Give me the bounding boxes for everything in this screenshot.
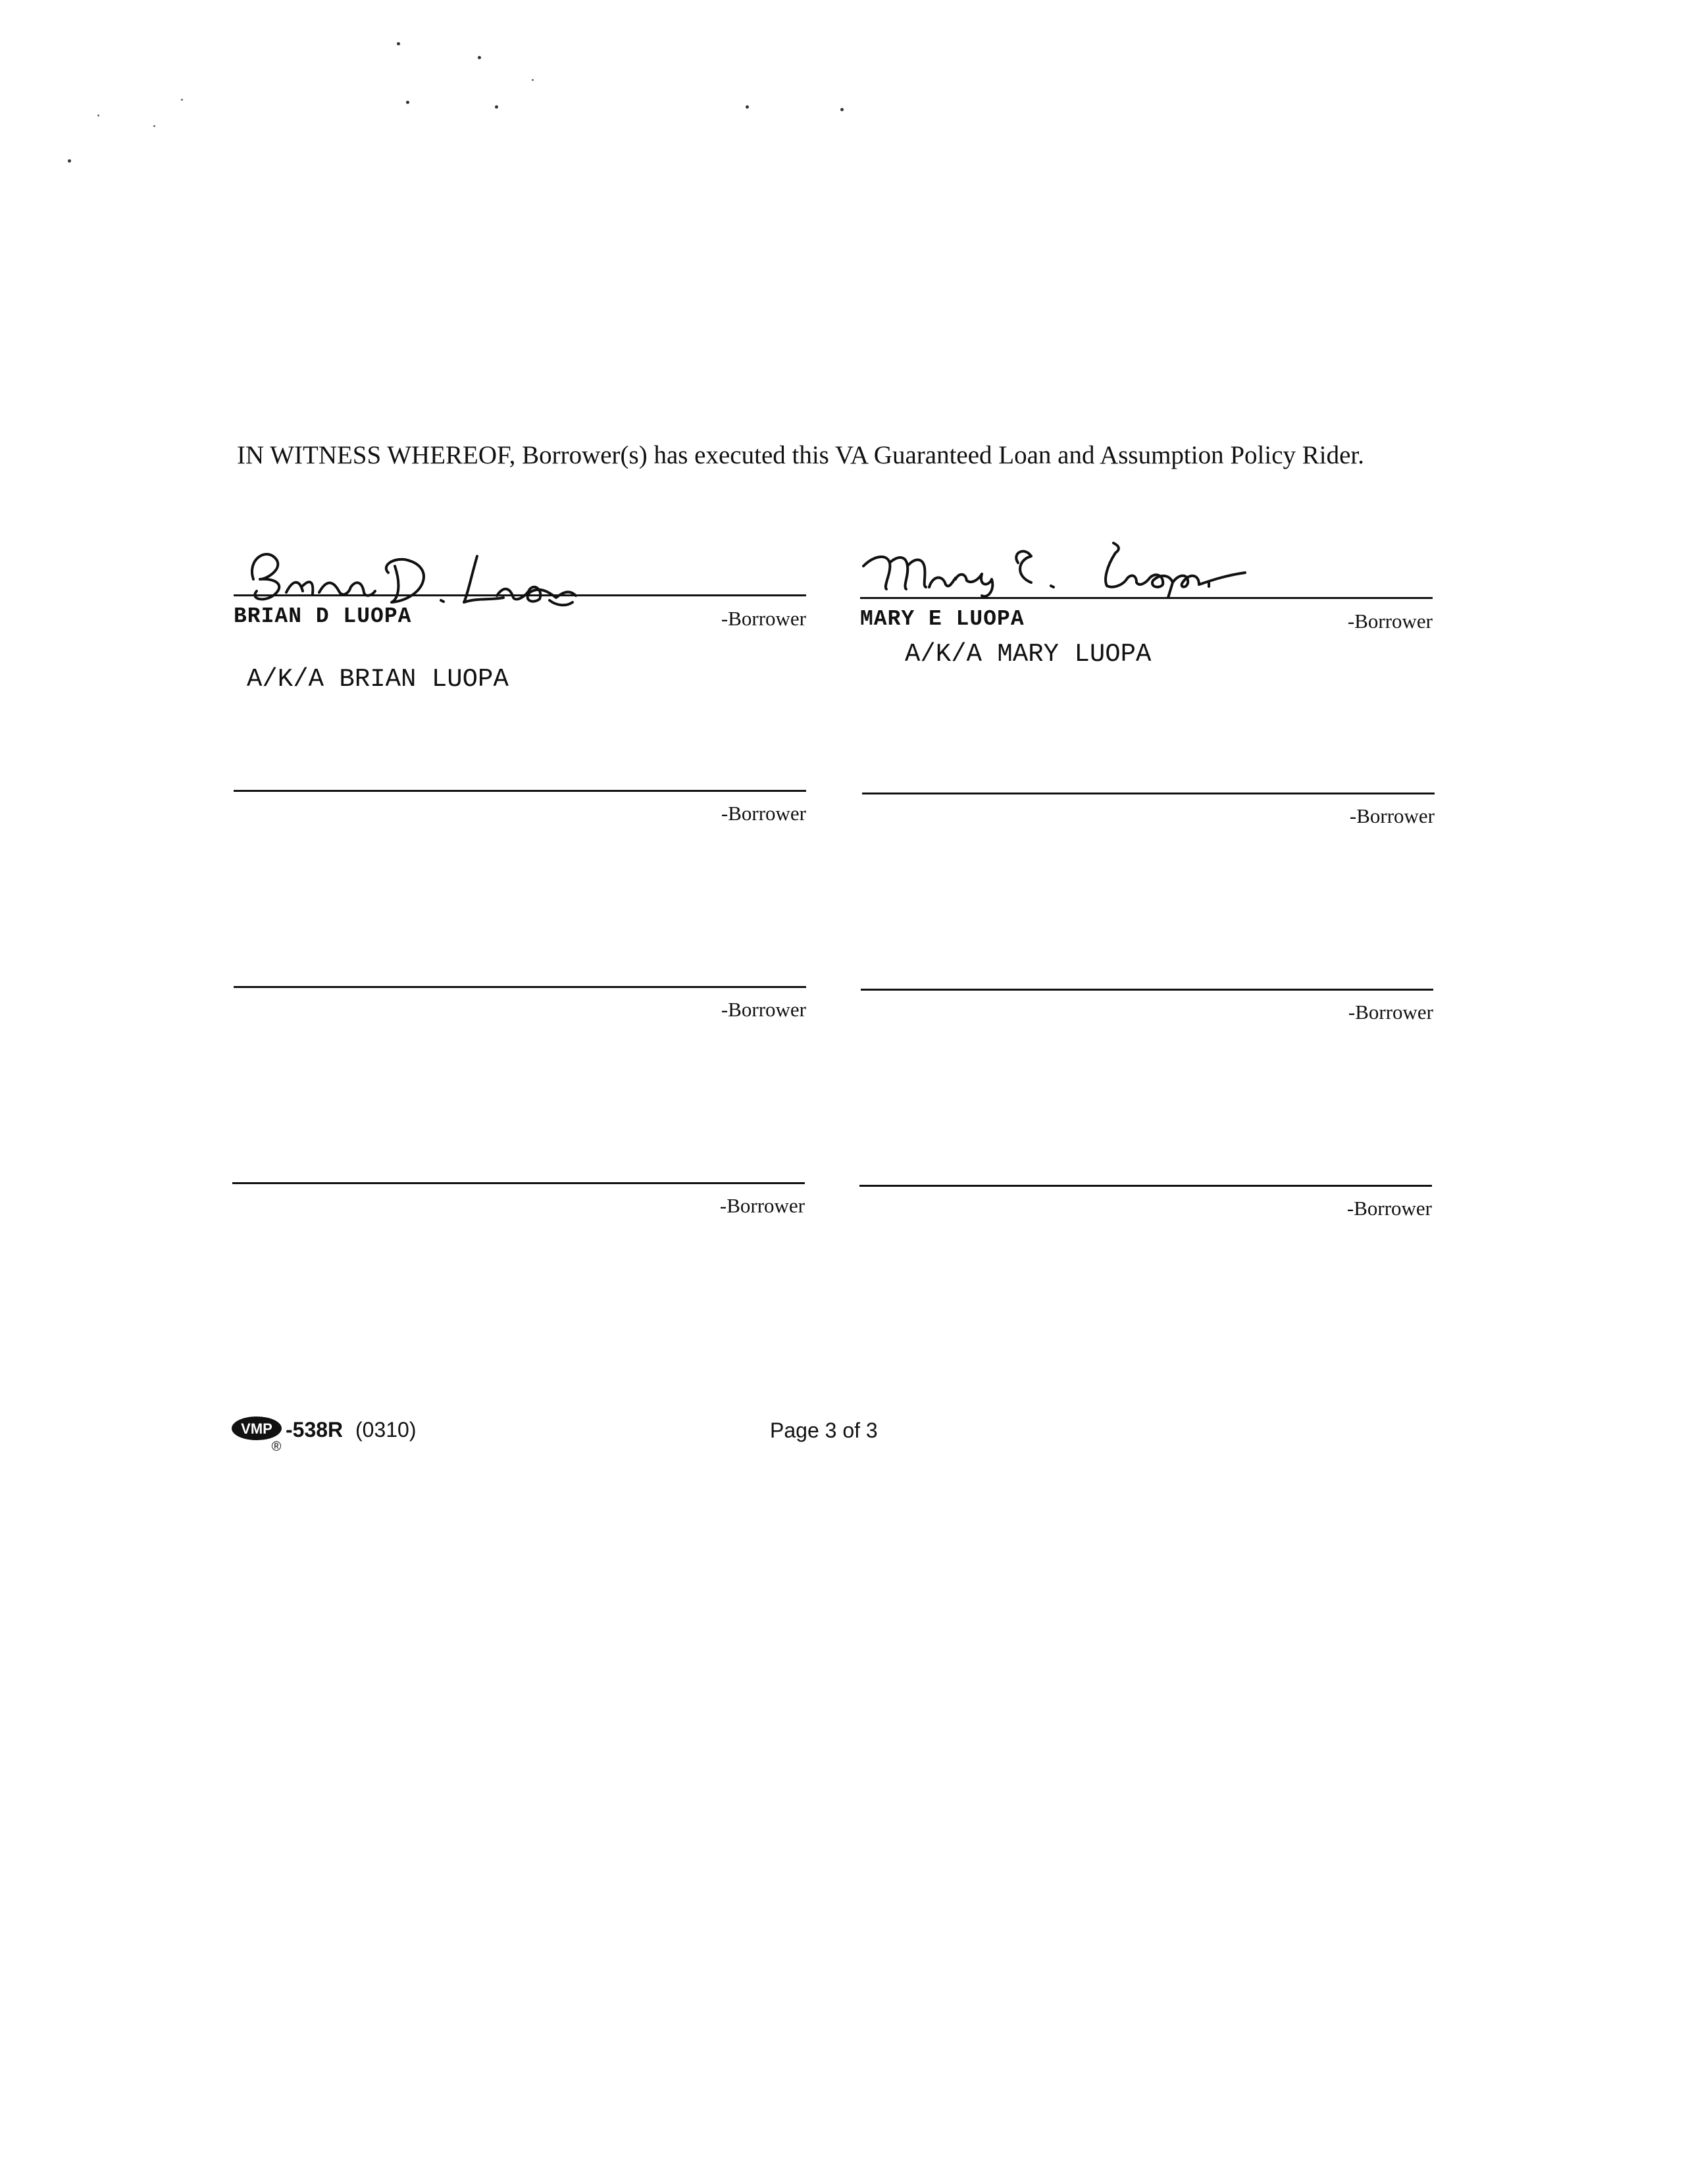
signature-block-brian (234, 527, 806, 698)
scan-speck (97, 115, 99, 117)
signer-name-brian: BRIAN D LUOPA (234, 604, 412, 629)
borrower-label: -Borrower (1346, 1197, 1432, 1220)
signature-block-empty (232, 1176, 805, 1228)
registered-mark: ® (271, 1440, 282, 1453)
scan-speck (397, 42, 400, 45)
borrower-label: -Borrower (721, 998, 806, 1021)
scan-speck (181, 99, 183, 101)
signature-block-empty (859, 1178, 1432, 1231)
vmp-logo-text: VMP (241, 1420, 272, 1437)
borrower-label: -Borrower (721, 607, 806, 630)
signature-line (234, 790, 806, 792)
signature-block-mary (860, 527, 1433, 698)
signer-name-mary: MARY E LUOPA (860, 607, 1025, 631)
scan-speck (406, 101, 409, 104)
signature-block-empty (861, 982, 1433, 1035)
signature-line (860, 597, 1433, 599)
borrower-label: -Borrower (1349, 804, 1435, 827)
borrower-label: -Borrower (719, 1194, 805, 1217)
signature-line (859, 1185, 1432, 1187)
scan-speck (478, 56, 481, 59)
signature-block-empty (234, 979, 806, 1032)
scan-speck (840, 108, 844, 111)
borrower-label: -Borrower (721, 802, 806, 825)
scan-speck (495, 105, 498, 109)
signature-block-empty (234, 783, 806, 836)
aka-brian: A/K/A BRIAN LUOPA (247, 665, 509, 694)
signature-line (862, 793, 1435, 794)
scan-speck (746, 105, 749, 109)
signature-mary (860, 527, 1281, 599)
signature-block-empty (862, 786, 1435, 839)
form-number: -538R (286, 1418, 344, 1442)
page-number: Page 3 of 3 (770, 1418, 878, 1442)
witness-clause: IN WITNESS WHEREOF, Borrower(s) has executed this VA Guaranteed Loan and Assumption Policy Rider. (237, 441, 1365, 469)
signature-line (861, 989, 1433, 991)
signature-line (232, 1182, 805, 1184)
vmp-logo-icon (230, 1414, 290, 1453)
form-date: (0310) (355, 1418, 417, 1442)
borrower-label: -Borrower (1348, 1001, 1433, 1024)
aka-mary: A/K/A MARY LUOPA (905, 640, 1152, 669)
borrower-label: -Borrower (1347, 610, 1433, 633)
scan-speck (68, 159, 71, 163)
signature-line (234, 986, 806, 988)
scan-speck (532, 79, 534, 81)
scan-speck (153, 125, 155, 127)
signature-line (234, 594, 806, 596)
signature-brian (240, 540, 609, 612)
